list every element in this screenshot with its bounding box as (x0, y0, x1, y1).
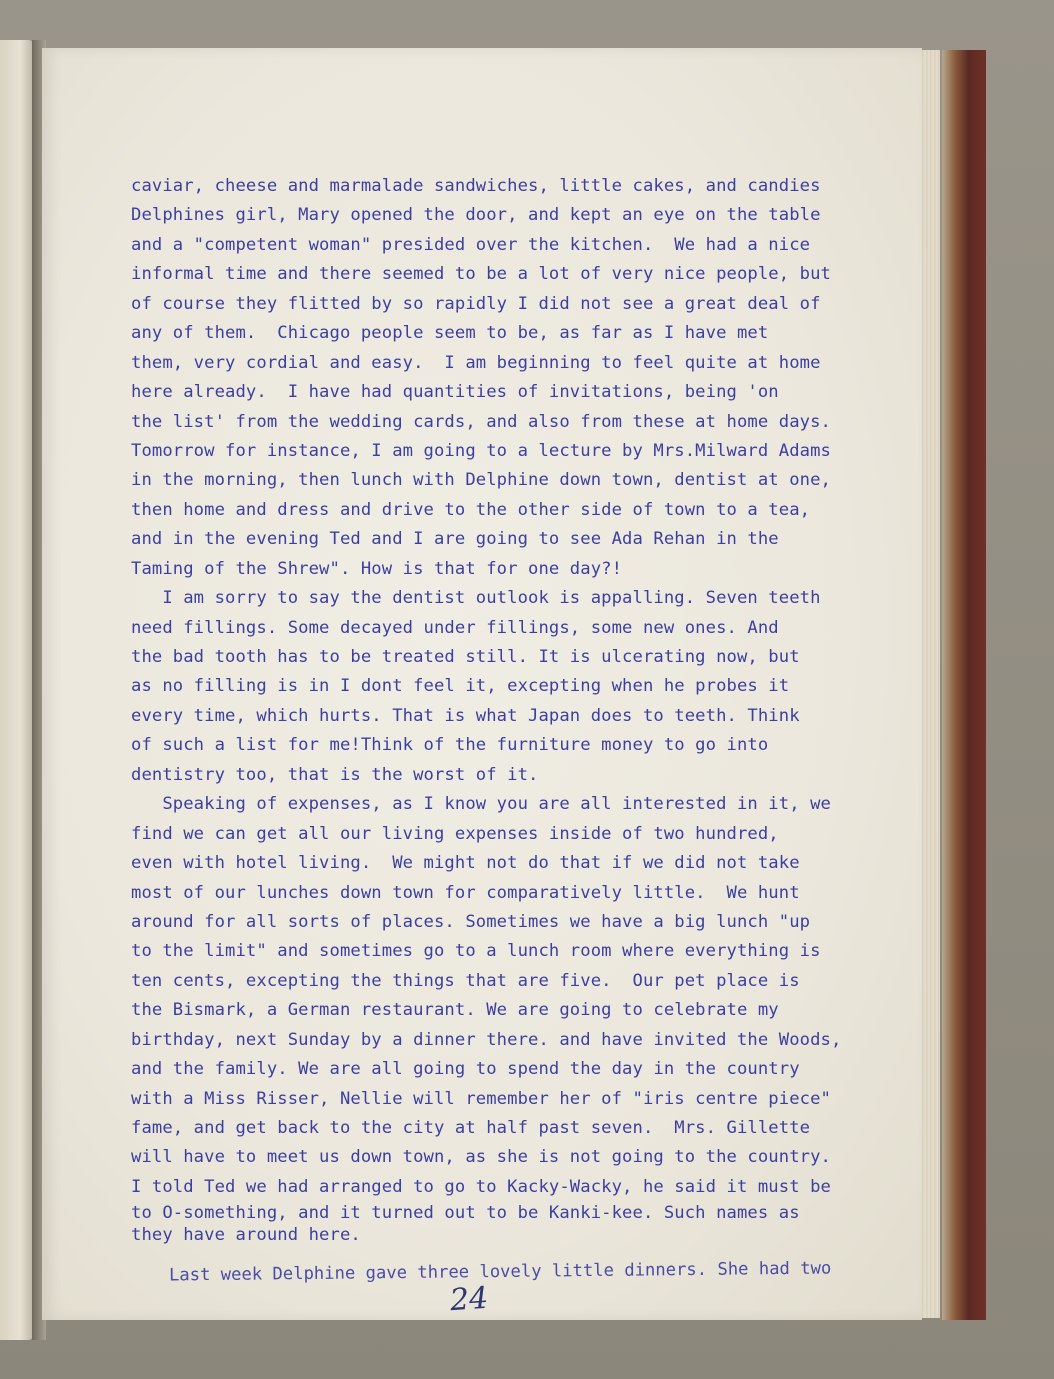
text-line: fame, and get back to the city at half past seven. Mrs. Gillette (131, 1118, 811, 1138)
text-line: the bad tooth has to be treated still. It is ulcerating now, but (131, 647, 800, 667)
text-line: Delphines girl, Mary opened the door, and kept an eye on the table (131, 205, 821, 226)
text-line: and a "competent woman" presided over the kitchen. We had a nice (131, 234, 811, 255)
text-line: any of them. Chicago people seem to be, as far as I have met (131, 323, 769, 344)
text-line: of course they flitted by so rapidly I did not see a great deal of (131, 293, 821, 314)
left-page-edge (0, 40, 34, 1340)
text-line: birthday, next Sunday by a dinner there. and have invited the Woods, (131, 1029, 842, 1050)
text-line: ten cents, excepting the things that are five. Our pet place is (131, 970, 800, 991)
text-line: them, very cordial and easy. I am beginning to feel quite at home (131, 352, 821, 373)
text-line: find we can get all our living expenses inside of two hundred, (131, 823, 779, 844)
handwritten-page-number: 24 (448, 1280, 490, 1319)
text-line: and in the evening Ted and I are going to see Ada Rehan in the (131, 529, 779, 550)
text-line: around for all sorts of places. Sometimes we have a big lunch "up (131, 911, 811, 932)
text-line: to O-something, and it turned out to be Kanki-kee. Such names as (131, 1203, 800, 1224)
text-line: the list' from the wedding cards, and also from these at home days. (131, 411, 831, 432)
text-line: I told Ted we had arranged to go to Kacky-Wacky, he said it must be (131, 1176, 831, 1197)
text-line: Speaking of expenses, as I know you are all interested in it, we (131, 794, 831, 815)
text-line: then home and dress and drive to the other side of town to a tea, (131, 499, 811, 520)
text-line: of such a list for me!Think of the furniture money to go into (131, 735, 769, 756)
text-line: informal time and there seemed to be a lot of very nice people, but (131, 264, 831, 285)
typewritten-letter-body (131, 172, 941, 1246)
book-cover-edge (942, 50, 986, 1320)
text-line: even with hotel living. We might not do that if we did not take (131, 853, 800, 874)
text-line: with a Miss Risser, Nellie will remember her of "iris centre piece" (131, 1088, 831, 1109)
text-line: dentistry too, that is the worst of it. (131, 764, 539, 785)
text-line: here already. I have had quantities of invitations, being 'on (131, 382, 779, 403)
text-line: and the family. We are all going to spend the day in the country (131, 1059, 800, 1080)
text-line: to the limit" and sometimes go to a lunch room where everything is (131, 941, 821, 962)
text-line: Tomorrow for instance, I am going to a lecture by Mrs.Milward Adams (131, 440, 831, 461)
text-line: they have around here. (131, 1225, 361, 1246)
text-line: every time, which hurts. That is what Japan does to teeth. Think (131, 705, 800, 726)
text-line: will have to meet us down town, as she is not going to the country. (131, 1147, 831, 1168)
text-line: in the morning, then lunch with Delphine down town, dentist at one, (131, 470, 831, 491)
text-line: caviar, cheese and marmalade sandwiches, little cakes, and candies (131, 176, 821, 196)
text-line: the Bismark, a German restaurant. We are going to celebrate my (131, 1000, 779, 1021)
text-line: Taming of the Shrew". How is that for one day?! (131, 558, 623, 579)
closing-text-line: Last week Delphine gave three lovely little dinners. She had two (168, 1258, 832, 1286)
text-line: as no filling is in I dont feel it, excepting when he probes it (131, 676, 790, 697)
text-line: need fillings. Some decayed under fillings, some new ones. And (131, 617, 779, 638)
text-line: most of our lunches down town for comparatively little. We hunt (131, 882, 800, 903)
text-line: I am sorry to say the dentist outlook is appalling. Seven teeth (131, 588, 821, 609)
